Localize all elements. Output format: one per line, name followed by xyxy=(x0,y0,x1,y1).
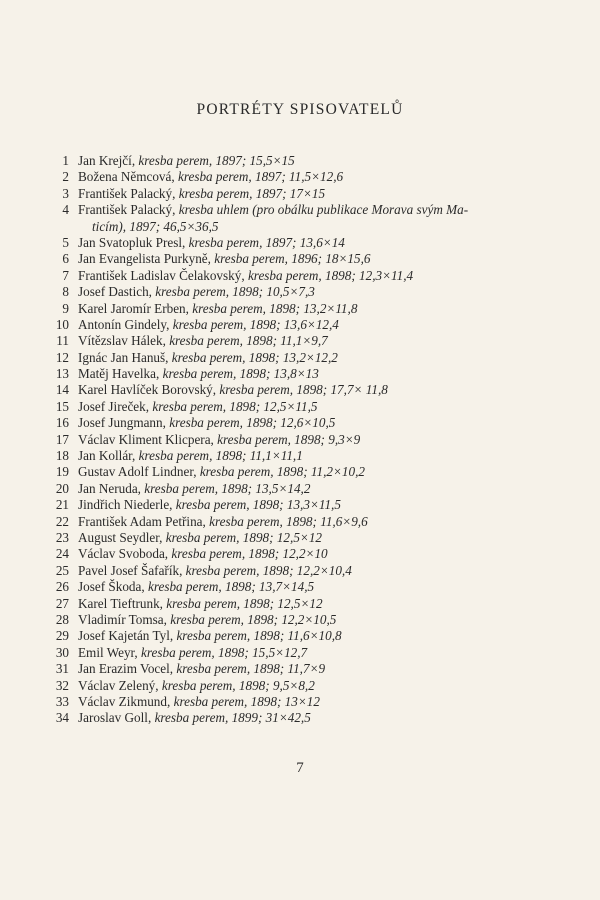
artwork-description: kresba perem, 1898; 11,7×9 xyxy=(176,661,326,677)
author-name: Gustav Adolf Lindner, xyxy=(78,464,200,480)
list-item xyxy=(0,301,600,317)
entry-text xyxy=(78,612,336,628)
list-item xyxy=(0,678,600,694)
entry-number: 6 xyxy=(62,251,69,267)
author-name: Josef Dastich, xyxy=(78,284,156,300)
list-item xyxy=(0,382,600,398)
entry-number: 30 xyxy=(55,644,69,660)
list-item xyxy=(0,169,600,185)
artwork-description: kresba perem, 1897; 11,5×12,6 xyxy=(177,169,344,185)
artwork-description: kresba perem, 1898; 13,7×14,5 xyxy=(147,579,315,595)
artwork-description: kresba perem, 1898; 9,5×8,2 xyxy=(161,677,315,693)
entry-number: 5 xyxy=(62,234,69,250)
artwork-description: kresba perem, 1898; 11,1×9,7 xyxy=(169,333,328,349)
artwork-description: kresba perem, 1898; 13×12 xyxy=(173,693,320,709)
entry-text xyxy=(78,268,413,284)
list-item xyxy=(0,399,600,415)
list-item xyxy=(0,350,600,366)
entry-text xyxy=(78,448,303,464)
artwork-description: kresba perem, 1898; 13,2×12,2 xyxy=(171,349,338,365)
list-item xyxy=(0,661,600,677)
list-item xyxy=(0,645,600,661)
list-item xyxy=(0,514,600,530)
entry-text xyxy=(78,399,318,415)
author-name: Jaroslav Goll, xyxy=(78,710,155,726)
list-item xyxy=(0,432,600,448)
entry-number: 31 xyxy=(55,661,69,677)
list-item xyxy=(0,186,600,202)
author-name: Karel Tieftrunk, xyxy=(78,595,167,611)
entry-number: 13 xyxy=(55,366,69,382)
artwork-description: kresba perem, 1898; 10,5×7,3 xyxy=(155,284,315,300)
author-name: Jan Evangelista Purkyně, xyxy=(78,251,215,267)
list-item xyxy=(0,366,600,382)
entry-text xyxy=(78,251,371,267)
list-item xyxy=(0,563,600,579)
artwork-description: kresba perem, 1898; 12,2×10,5 xyxy=(170,611,337,627)
artwork-description: kresba perem, 1898; 13,3×11,5 xyxy=(175,497,341,513)
artwork-description: kresba perem, 1898; 11,1×11,1 xyxy=(138,448,303,464)
author-name: Antonín Gindely, xyxy=(78,316,173,332)
entry-number: 8 xyxy=(62,284,69,300)
list-item xyxy=(0,710,600,726)
list-item xyxy=(0,464,600,480)
list-item xyxy=(0,153,600,169)
entry-number: 14 xyxy=(55,382,69,398)
author-name: František Palacký, xyxy=(78,185,179,201)
author-name: Pavel Josef Šafařík, xyxy=(78,562,186,578)
list-item xyxy=(0,612,600,628)
entry-number: 1 xyxy=(62,153,69,168)
artwork-description: kresba perem, 1898; 12,5×11,5 xyxy=(152,398,318,414)
author-name: Jan Erazim Vocel, xyxy=(78,661,177,677)
entry-number: 28 xyxy=(55,611,69,627)
list-item xyxy=(0,546,600,562)
artwork-description: kresba perem, 1898; 12,6×10,5 xyxy=(169,415,336,431)
author-name: Jan Krejčí, xyxy=(78,153,139,168)
author-name: Josef Škoda, xyxy=(78,579,148,595)
list-item xyxy=(0,202,600,235)
entry-text xyxy=(78,202,468,218)
entry-number: 15 xyxy=(55,398,69,414)
entry-text xyxy=(78,530,322,546)
author-name: Jan Svatopluk Presl, xyxy=(78,234,189,250)
artwork-description: kresba perem, 1898; 17,7× 11,8 xyxy=(219,382,388,398)
entry-text xyxy=(78,678,315,694)
entry-text xyxy=(78,481,310,497)
author-name: Václav Svoboda, xyxy=(78,546,172,562)
author-name: Vítězslav Hálek, xyxy=(78,333,170,349)
artwork-description: kresba perem, 1898; 12,3×11,4 xyxy=(247,267,414,283)
entry-number: 24 xyxy=(55,546,69,562)
artwork-description: kresba perem, 1897; 13,6×14 xyxy=(188,234,345,250)
artwork-description: kresba perem, 1897; 15,5×15 xyxy=(138,153,295,168)
author-name: Vladimír Tomsa, xyxy=(78,611,171,627)
author-name: Ignác Jan Hanuš, xyxy=(78,349,172,365)
author-name: František Ladislav Čelakovský, xyxy=(78,267,248,283)
entry-number: 11 xyxy=(56,333,69,349)
entry-text xyxy=(78,563,352,579)
entry-text xyxy=(78,628,342,644)
entry-number: 10 xyxy=(55,316,69,332)
portrait-list xyxy=(0,153,600,727)
artwork-description: kresba perem, 1898; 9,3×9 xyxy=(217,431,361,447)
author-name: Božena Němcová, xyxy=(78,169,178,185)
entry-text xyxy=(78,464,365,480)
entry-number: 23 xyxy=(55,530,69,545)
author-name: Jan Kollár, xyxy=(78,448,139,464)
artwork-description: kresba perem, 1898; 13,5×14,2 xyxy=(144,480,311,496)
artwork-description: kresba uhlem (pro obálku publikace Morava svým Ma- xyxy=(178,202,469,218)
entry-text xyxy=(78,366,319,382)
entry-number: 34 xyxy=(55,710,69,726)
entry-text xyxy=(78,333,328,349)
author-name: Jindřich Niederle, xyxy=(78,497,176,513)
artwork-description: kresba perem, 1898; 15,5×12,7 xyxy=(141,644,308,660)
list-item xyxy=(0,235,600,251)
entry-number: 9 xyxy=(62,300,69,316)
list-item xyxy=(0,251,600,267)
list-item xyxy=(0,268,600,284)
entry-text xyxy=(78,596,323,612)
artwork-description: kresba perem, 1896; 18×15,6 xyxy=(214,251,371,267)
entry-text xyxy=(78,317,339,333)
list-item xyxy=(0,530,600,546)
entry-number: 20 xyxy=(55,480,69,496)
artwork-description: kresba perem, 1898; 13,2×11,8 xyxy=(192,300,358,316)
author-name: Emil Weyr, xyxy=(78,644,141,660)
entry-number: 22 xyxy=(55,513,69,529)
artwork-description: kresba perem, 1899; 31×42,5 xyxy=(154,710,311,726)
entry-number: 25 xyxy=(55,562,69,578)
list-item xyxy=(0,317,600,333)
entry-text xyxy=(78,645,307,661)
author-name: František Adam Petřina, xyxy=(78,513,210,529)
entry-number: 2 xyxy=(62,169,69,185)
author-name: František Palacký, xyxy=(78,202,179,218)
entry-text xyxy=(78,382,388,398)
list-item xyxy=(0,694,600,710)
entry-text xyxy=(78,284,315,300)
entry-number: 26 xyxy=(55,579,69,595)
entry-text xyxy=(78,546,328,562)
entry-text xyxy=(78,514,368,530)
entry-text xyxy=(78,432,360,448)
page-title: PORTRÉTY SPISOVATELŮ xyxy=(196,101,404,118)
list-item xyxy=(0,497,600,513)
entry-text xyxy=(78,661,325,677)
author-name: August Seydler, xyxy=(78,530,166,545)
entry-text xyxy=(78,235,345,251)
artwork-description-continued: ticím), 1897; 46,5×36,5 xyxy=(92,218,219,234)
author-name: Josef Kajetán Tyl, xyxy=(78,628,177,644)
author-name: Václav Kliment Klicpera, xyxy=(78,431,218,447)
artwork-description: kresba perem, 1898; 12,2×10 xyxy=(171,546,328,562)
entry-number: 27 xyxy=(55,595,69,611)
artwork-description: kresba perem, 1898; 12,5×12 xyxy=(166,595,323,611)
entry-number: 21 xyxy=(55,497,69,513)
entry-number: 33 xyxy=(55,693,69,709)
author-name: Karel Havlíček Borovský, xyxy=(78,382,220,398)
list-item xyxy=(0,448,600,464)
entry-text xyxy=(78,153,295,169)
artwork-description: kresba perem, 1898; 12,2×10,4 xyxy=(185,562,352,578)
artwork-description: kresba perem, 1898; 13,6×12,4 xyxy=(172,316,339,332)
entry-number: 3 xyxy=(62,185,69,201)
entry-text xyxy=(78,301,357,317)
entry-number: 7 xyxy=(62,267,69,283)
entry-number: 18 xyxy=(55,448,69,464)
artwork-description: kresba perem, 1898; 11,6×10,8 xyxy=(176,628,342,644)
entry-text xyxy=(78,350,338,366)
entry-number: 12 xyxy=(55,349,69,365)
artwork-description: kresba perem, 1898; 12,5×12 xyxy=(165,530,323,545)
page-number: 7 xyxy=(296,760,304,776)
author-name: Václav Zelený, xyxy=(78,677,162,693)
entry-number: 19 xyxy=(55,464,69,480)
artwork-description: kresba perem, 1897; 17×15 xyxy=(178,185,326,201)
author-name: Jan Neruda, xyxy=(78,480,145,496)
list-item xyxy=(0,284,600,300)
entry-text xyxy=(78,186,325,202)
list-item xyxy=(0,481,600,497)
list-item xyxy=(0,333,600,349)
entry-number: 29 xyxy=(55,628,69,644)
entry-text xyxy=(78,169,343,185)
entry-text xyxy=(78,497,341,513)
artwork-description: kresba perem, 1898; 13,8×13 xyxy=(162,366,319,382)
entry-number: 32 xyxy=(55,677,69,693)
list-item xyxy=(0,596,600,612)
entry-number: 4 xyxy=(62,202,69,218)
artwork-description: kresba perem, 1898; 11,2×10,2 xyxy=(199,464,365,480)
author-name: Václav Zikmund, xyxy=(78,693,174,709)
list-item xyxy=(0,579,600,595)
entry-number: 17 xyxy=(55,431,69,447)
author-name: Josef Jireček, xyxy=(78,398,153,414)
entry-text xyxy=(78,579,314,595)
author-name: Josef Jungmann, xyxy=(78,415,170,431)
author-name: Matěj Havelka, xyxy=(78,366,163,382)
entry-text xyxy=(78,415,335,431)
entry-text xyxy=(78,710,311,726)
artwork-description: kresba perem, 1898; 11,6×9,6 xyxy=(209,513,368,529)
list-item xyxy=(0,628,600,644)
list-item xyxy=(0,415,600,431)
entry-number: 16 xyxy=(55,415,69,431)
author-name: Karel Jaromír Erben, xyxy=(78,300,193,316)
entry-text xyxy=(78,694,320,710)
